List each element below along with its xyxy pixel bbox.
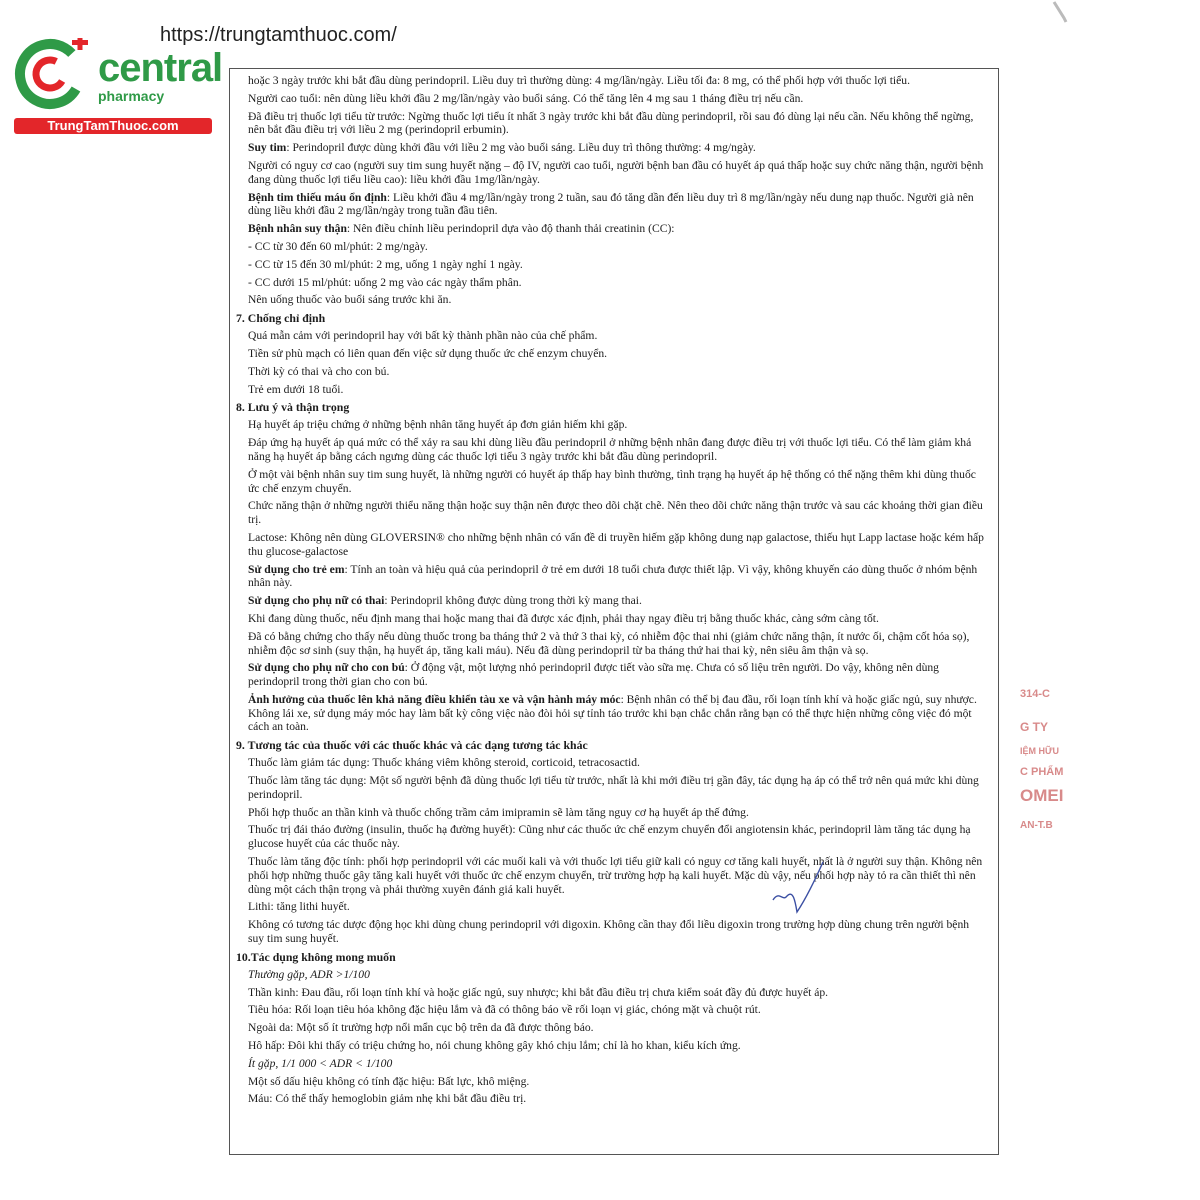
text-run: Khi đang dùng thuốc, nếu định mang thai hoặc mang thai đã được xác định, phải thay ngay điều trị bằng thuốc khác, càng sớm càng tốt. [248, 611, 879, 625]
stamp-text: OMEI [1020, 786, 1064, 805]
text-run: Nên uống thuốc vào buổi sáng trước khi ăn. [248, 293, 452, 307]
paragraph [248, 258, 988, 272]
text-run: Sử dụng cho phụ nữ có thai [248, 594, 385, 608]
paragraph [248, 855, 988, 896]
text-run: Thời kỳ có thai và cho con bú. [248, 364, 390, 378]
paragraph [248, 594, 988, 608]
paragraph [248, 1039, 988, 1053]
text-run: : Perindopril không được dùng trong thời kỳ mang thai. [384, 594, 642, 608]
text-run: Thuốc làm tăng độc tính: phối hợp perindopril với các muối kali và với thuốc lợi tiểu giữ kali có nguy cơ tăng kali huyết, nhất là ở người suy thận. Không nên phối hợp những thuốc gây tăng kali huyết với thuốc ức chế enzym chuyển, trừ trường hợp hạ kali huyết. Mặc dù vậy, nếu phối hợp này tỏ ra cần thiết thì nên dùng một cách thận trọng và phải thường xuyên đánh giá kali huyết. [248, 855, 983, 896]
text-run: Sử dụng cho phụ nữ cho con bú [248, 661, 405, 675]
logo-wordmark: central [98, 46, 223, 90]
paragraph [248, 159, 988, 187]
paragraph [248, 774, 988, 802]
text-run: Ít gặp, 1/1 000 < ADR < 1/100 [248, 1056, 393, 1070]
text-run: Một số dấu hiệu không có tính đặc hiệu: Bất lực, khô miệng. [248, 1074, 530, 1088]
paragraph [248, 1057, 988, 1071]
stamp-text: G TY [1020, 720, 1049, 734]
text-run: 10.Tác dụng không mong muốn [236, 949, 396, 964]
paragraph [248, 630, 988, 658]
paragraph [248, 756, 988, 770]
text-run: Suy tim [248, 141, 287, 155]
text-run: hoặc 3 ngày trước khi bắt đầu dùng perindopril. Liều duy trì thường dùng: 4 mg/lần/ngày. Liều tối đa: 8 mg, có thể phối hợp với thuốc lợi tiểu. [248, 74, 910, 87]
pencil-mark-icon [1050, 0, 1070, 25]
paragraph [248, 329, 988, 343]
text-run: Ở một vài bệnh nhân suy tim sung huyết, là những người có huyết áp thấp hay bình thường, tình trạng hạ huyết áp hệ thống có thể nặng thêm khi dùng thuốc ức chế enzym chuyển. [248, 467, 976, 495]
paragraph [248, 693, 988, 734]
text-run: : Liều khởi đầu 4 mg/lần/ngày trong 2 tuần, sau đó tăng dần đến liều duy trì 8 mg/lần/ngày nếu dung nạp thuốc. Người già nên dùng liều khởi đầu 2 mg/lần/ngày trong tuần đầu tiên. [248, 190, 974, 218]
text-run: Bệnh tim thiếu máu ổn định [248, 190, 387, 204]
section-heading [236, 400, 988, 414]
text-run: Đáp ứng hạ huyết áp quá mức có thể xảy ra sau khi dùng liều đầu perindopril ở những bệnh nhân đang được điều trị với thuốc lợi tiểu. Có thể làm giảm khả năng hạ huyết áp bằng cách ngưng dùng các thuốc lợi tiểu 3 ngày trước khi bắt đầu dùng perindopril. [248, 436, 972, 463]
paragraph [248, 661, 988, 689]
paragraph [248, 365, 988, 379]
paragraph [248, 418, 988, 432]
page-url[interactable]: https://trungtamthuoc.com/ [160, 24, 397, 46]
text-run: Thuốc làm giảm tác dụng: Thuốc kháng viêm không steroid, corticoid, tetracosactid. [248, 756, 640, 770]
logo-subtitle: pharmacy [98, 88, 165, 104]
text-run: : Bệnh nhân có thể bị đau đầu, rối loạn tính khí và hoặc giấc ngủ, suy nhược. Không lái xe, sử dụng máy móc hay làm bất kỳ công việc nào đòi hỏi sự tỉnh táo trước khi bạn chắc chắn rằng bạn có thể thực hiện những công việc đó một cách an toàn. [248, 692, 977, 734]
paragraph [248, 276, 988, 290]
text-run: : Tính an toàn và hiệu quả của perindopril ở trẻ em dưới 18 tuổi chưa được thiết lập. Vì vậy, không khuyến cáo dùng thuốc ở nhóm bệnh nhân này. [248, 562, 978, 590]
text-run: Thường gặp, ADR >1/100 [248, 967, 370, 981]
text-run: Hô hấp: Đôi khi thấy có triệu chứng ho, nói chung không gây khó chịu lắm; chỉ là ho khan, kiểu kích ứng. [248, 1039, 741, 1053]
paragraph [248, 1021, 988, 1035]
paragraph [248, 531, 988, 559]
text-run: Tiêu hóa: Rối loạn tiêu hóa không đặc hiệu lắm và đã có thông báo về rối loạn vị giác, chóng mặt và chuột rút. [248, 1003, 761, 1017]
paragraph [248, 1003, 988, 1017]
text-run: Người có nguy cơ cao (người suy tim sung huyết nặng – độ IV, người cao tuổi, người bệnh ban đầu có huyết áp quá thấp hoặc suy chức năng thận, người bệnh đang dùng thuốc lợi tiểu liều cao): liều khởi đầu 1mg/lần/ngày. [248, 158, 984, 186]
paragraph [248, 468, 988, 496]
paragraph [248, 293, 988, 307]
paragraph [248, 1075, 988, 1089]
paragraph [248, 436, 988, 464]
text-run: Trẻ em dưới 18 tuổi. [248, 382, 344, 396]
paragraph [248, 240, 988, 254]
paragraph [248, 383, 988, 397]
paragraph [248, 110, 988, 138]
text-run: Sử dụng cho trẻ em [248, 562, 345, 576]
paragraph [248, 823, 988, 851]
section-heading [236, 950, 988, 964]
text-run: - CC dưới 15 ml/phút: uống 2 mg vào các ngày thẩm phân. [248, 275, 522, 289]
paragraph [248, 986, 988, 1000]
text-run: : Ở động vật, một lượng nhỏ perindopril được tiết vào sữa mẹ. Chưa có số liệu trên người. Do vậy, không nên dùng perindopril trong thời gian cho con bú. [248, 661, 939, 689]
text-run: - CC từ 30 đến 60 ml/phút: 2 mg/ngày. [248, 239, 428, 253]
section-heading [236, 311, 988, 325]
text-run: Phối hợp thuốc an thần kinh và thuốc chống trầm cảm imipramin sẽ làm tăng nguy cơ hạ huyết áp thế đứng. [248, 805, 749, 819]
paragraph [248, 806, 988, 820]
stamp-text: C PHẨM [1020, 766, 1064, 778]
text-run: 8. Lưu ý và thận trọng [236, 400, 350, 415]
text-run: Người cao tuổi: nên dùng liều khởi đầu 2 mg/lần/ngày vào buổi sáng. Có thể tăng lên 4 mg sau 1 tháng điều trị nếu cần. [248, 91, 804, 105]
logo-banner: TrungTamThuoc.com [14, 118, 212, 134]
text-run: : Perindopril được dùng khởi đầu với liều 2 mg vào buổi sáng. Liều duy trì thông thường: 4 mg/ngày. [286, 141, 756, 155]
text-run: Không có tương tác dược động học khi dùng chung perindopril với digoxin. Không cần thay đổi liều digoxin trong trường hợp dùng chung trên người bệnh suy tim sung huyết. [248, 918, 970, 946]
logo-c-icon [10, 38, 96, 118]
paragraph [248, 612, 988, 626]
text-run: - CC từ 15 đến 30 ml/phút: 2 mg, uống 1 ngày nghỉ 1 ngày. [248, 257, 523, 271]
text-run: Lactose: Không nên dùng GLOVERSIN® cho những bệnh nhân có vấn đề di truyền hiếm gặp không dung nạp galactose, thiếu hụt Lapp lactase hoặc kém hấp thu glucose-galactose [248, 530, 984, 558]
text-run: Chức năng thận ở những người thiểu năng thận hoặc suy thận nên được theo dõi chặt chẽ. Nên theo dõi chức năng thận trước và sau các khoảng thời gian điều trị. [248, 499, 983, 527]
text-run: Hạ huyết áp triệu chứng ở những bệnh nhân tăng huyết áp đơn giản hiếm khi gặp. [248, 418, 628, 432]
paragraph [248, 222, 988, 236]
stamp-text: IỆM HỮU [1020, 746, 1059, 756]
paragraph [248, 918, 988, 946]
text-run: Lithi: tăng lithi huyết. [248, 900, 350, 914]
text-run: Bệnh nhân suy thận [248, 222, 347, 236]
paragraph [248, 900, 988, 914]
text-run: : Nên điều chỉnh liều perindopril dựa vào độ thanh thải creatinin (CC): [346, 222, 675, 236]
paragraph [248, 92, 988, 106]
stamp-text: AN-T.B [1020, 820, 1053, 831]
text-run: Tiền sử phù mạch có liên quan đến việc sử dụng thuốc ức chế enzym chuyển. [248, 346, 608, 360]
text-run: 7. Chống chỉ định [236, 311, 326, 326]
company-stamp [1020, 680, 1080, 1020]
text-run: Máu: Có thể thấy hemoglobin giảm nhẹ khi bắt đầu điều trị. [248, 1092, 527, 1106]
paragraph [248, 74, 988, 88]
text-run: Đã có bằng chứng cho thấy nếu dùng thuốc trong ba tháng thứ 2 và thứ 3 thai kỳ, có nhiễm độc thai nhi (giảm chức năng thận, ít nước ối, chậm cốt hóa sọ), nhiễm độc sơ sinh (suy thận, hạ huyết áp, tăng kali máu). Nếu đã dùng perindopril từ ba tháng thứ hai thai kỳ, nên siêu âm thận và sọ. [248, 629, 970, 657]
section-heading [236, 738, 988, 752]
paragraph [248, 563, 988, 591]
text-run: Ảnh hưởng của thuốc lên khả năng điều khiển tàu xe và vận hành máy móc [248, 692, 621, 706]
central-pharmacy-logo [10, 38, 223, 138]
paragraph [248, 191, 988, 219]
paragraph [248, 1092, 988, 1106]
paragraph [248, 499, 988, 527]
paragraph [248, 968, 988, 982]
stamp-text: 314-C [1020, 688, 1050, 700]
text-run: Đã điều trị thuốc lợi tiểu từ trước: Ngừng thuốc lợi tiểu ít nhất 3 ngày trước khi bắt đầu dùng perindopril, rồi sau đó dùng lại nếu cần. Nếu không thể ngừng, nên bắt đầu điều trị với liều 2 mg (perindopril erbumin). [248, 109, 974, 137]
text-run: Ngoài da: Một số ít trường hợp nổi mẩn cục bộ trên da đã được thông báo. [248, 1021, 594, 1035]
paragraph [248, 347, 988, 361]
text-run: Quá mẫn cảm với perindopril hay với bất kỳ thành phần nào của chế phẩm. [248, 329, 598, 343]
paragraph [248, 141, 988, 155]
document-page [229, 68, 999, 1155]
text-run: Thần kinh: Đau đầu, rối loạn tính khí và hoặc giấc ngủ, suy nhược; khi bắt đầu điều trị chưa kiểm soát đầy đủ được huyết áp. [248, 985, 829, 999]
text-run: 9. Tương tác của thuốc với các thuốc khác và các dạng tương tác khác [236, 738, 588, 753]
text-run: Thuốc trị đái tháo đường (insulin, thuốc hạ đường huyết): Cũng như các thuốc ức chế enzym chuyển đổi angiotensin khác, perindopril làm tăng tác dụng hạ glucose huyết của các thuốc này. [248, 823, 971, 851]
signature-mark [765, 860, 825, 920]
text-run: Thuốc làm tăng tác dụng: Một số người bệnh đã dùng thuốc lợi tiểu từ trước, nhất là khi mới điều trị gần đây, tác dụng hạ áp có thể trở nên quá mức khi dùng perindopril. [248, 774, 979, 801]
